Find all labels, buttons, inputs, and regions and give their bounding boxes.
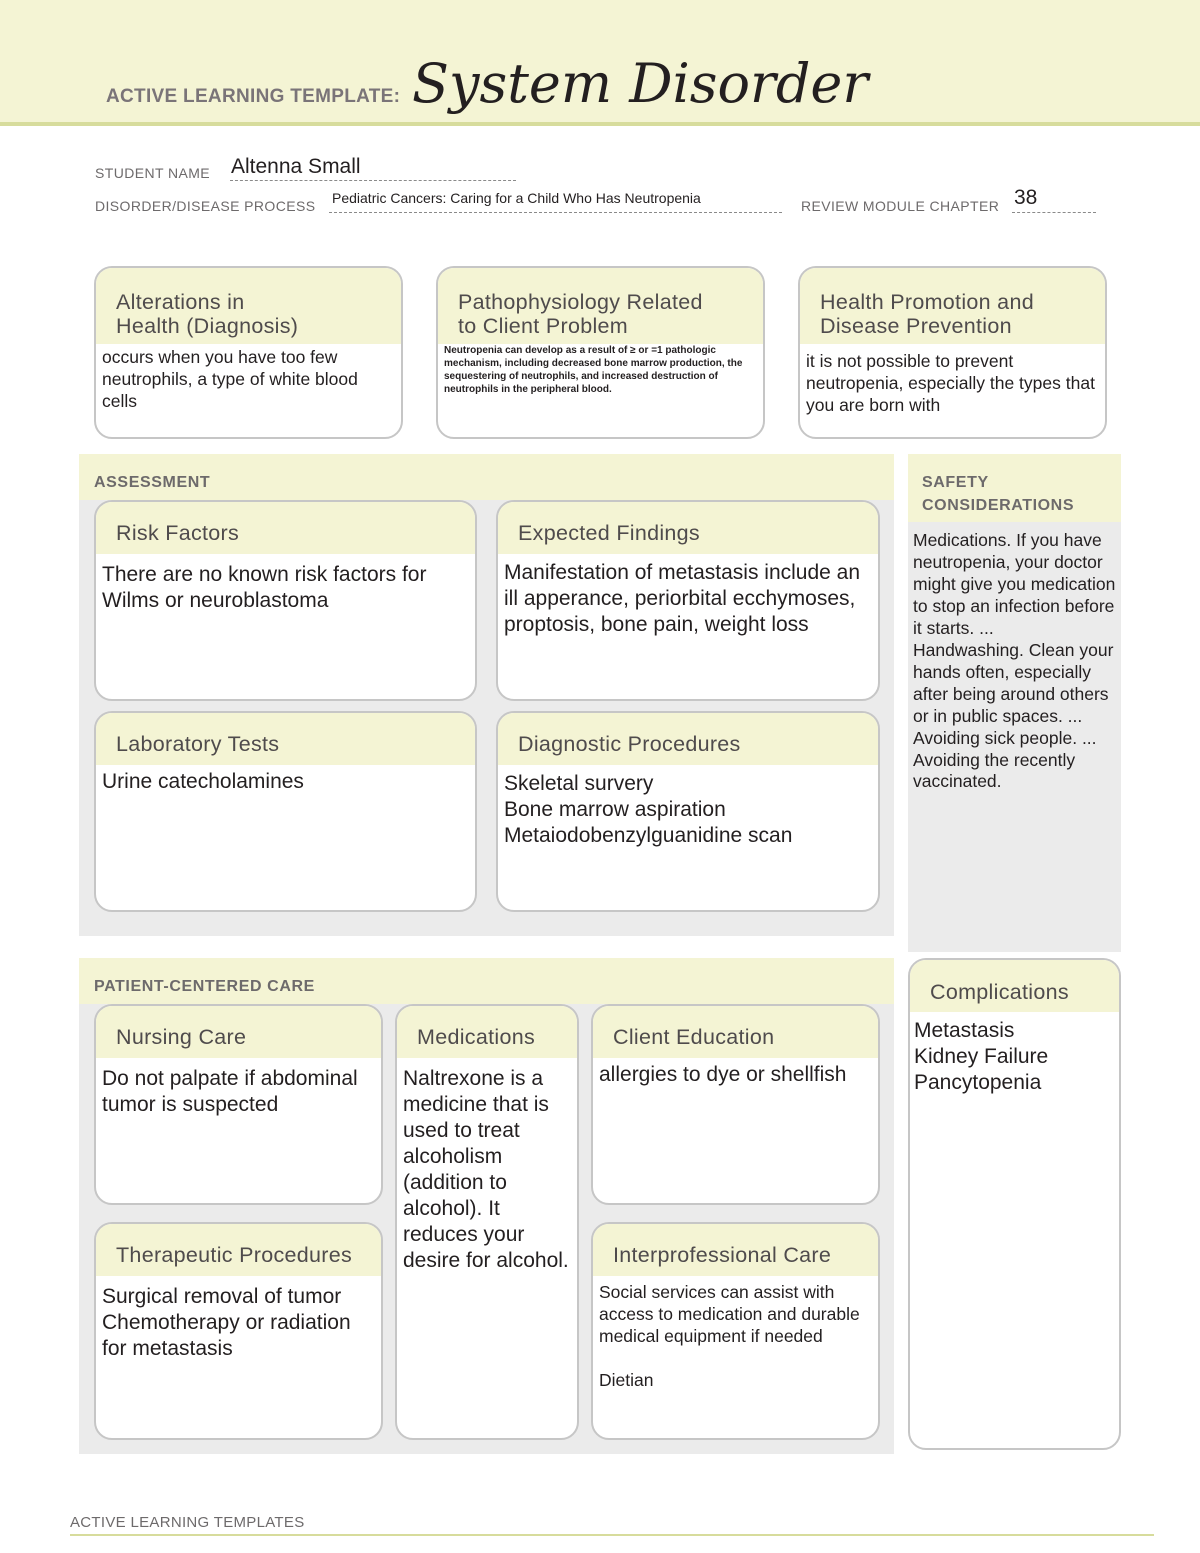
chapter-line — [1012, 212, 1096, 213]
patient-centered-care-label: PATIENT-CENTERED CARE — [94, 978, 315, 995]
interprofessional-care-body[interactable]: Social services can assist with access to medication and durable medical equipment if needed Dietian — [599, 1282, 860, 1390]
medications-box — [395, 1004, 579, 1440]
diagnostic-procedures-box — [496, 711, 880, 912]
student-name-field[interactable]: Altenna Small — [231, 155, 361, 178]
complications-box — [908, 958, 1121, 1450]
risk-factors-box — [94, 500, 477, 701]
medications-body[interactable]: Naltrexone is a medicine that is used to treat alcoholism (addition to alcohol). It reduces your desire for alcohol. — [403, 1067, 569, 1273]
risk-factors-body[interactable]: There are no known risk factors for Wilms or neuroblastoma — [102, 563, 427, 613]
assessment-label: ASSESSMENT — [94, 474, 211, 491]
student-name-label: STUDENT NAME — [95, 165, 210, 181]
header-rule — [0, 122, 1200, 126]
safety-label: SAFETY CONSIDERATIONS — [922, 474, 1075, 514]
interprofessional-care-title: Interprofessional Care — [593, 1224, 878, 1276]
template-label: ACTIVE LEARNING TEMPLATE: — [106, 86, 401, 107]
footer-rule — [70, 1534, 1154, 1536]
client-education-title: Client Education — [593, 1006, 878, 1058]
pathophysiology-box — [436, 266, 765, 439]
laboratory-tests-box — [94, 711, 477, 912]
disorder-field[interactable]: Pediatric Cancers: Caring for a Child Who Has Neutropenia — [332, 190, 701, 206]
client-education-box — [591, 1004, 880, 1205]
alterations-body[interactable]: occurs when you have too few neutrophils, a type of white blood cells — [102, 347, 358, 412]
alterations-box — [94, 266, 403, 439]
nursing-care-title: Nursing Care — [96, 1006, 381, 1058]
template-title: System Disorder — [412, 52, 869, 115]
medications-title: Medications — [397, 1006, 577, 1058]
student-name-line — [230, 180, 516, 181]
complications-body[interactable]: Metastasis Kidney Failure Pancytopenia — [914, 1019, 1049, 1095]
nursing-care-body[interactable]: Do not palpate if abdominal tumor is suspected — [102, 1067, 358, 1117]
diagnostic-procedures-title: Diagnostic Procedures — [498, 713, 878, 765]
health-promotion-box — [798, 266, 1107, 439]
health-promotion-body[interactable]: it is not possible to prevent neutropenia, especially the types that you are born with — [806, 351, 1095, 416]
disorder-label: DISORDER/DISEASE PROCESS — [95, 198, 316, 214]
laboratory-tests-body[interactable]: Urine catecholamines — [102, 770, 304, 793]
therapeutic-procedures-body[interactable]: Surgical removal of tumor Chemotherapy or radiation for metastasis — [102, 1285, 351, 1361]
safety-body[interactable]: Medications. If you have neutropenia, your doctor might give you medication to stop an infection before it starts. ... Handwashing. Clean your hands often, especially after being around others or in public spaces. ... Avoiding sick people. ... Avoiding the recently vaccinated. — [913, 530, 1116, 792]
diagnostic-procedures-body[interactable]: Skeletal survery Bone marrow aspiration Metaiodobenzylguanidine scan — [504, 772, 793, 848]
risk-factors-title: Risk Factors — [96, 502, 475, 554]
chapter-label: REVIEW MODULE CHAPTER — [801, 198, 1000, 214]
pathophysiology-title: Pathophysiology Related to Client Problem — [438, 268, 763, 344]
therapeutic-procedures-title: Therapeutic Procedures — [96, 1224, 381, 1276]
health-promotion-title: Health Promotion and Disease Prevention — [800, 268, 1105, 344]
expected-findings-title: Expected Findings — [498, 502, 878, 554]
interprofessional-care-box — [591, 1222, 880, 1440]
expected-findings-body[interactable]: Manifestation of metastasis include an ill apperance, periorbital ecchymoses, proptosis, bone pain, weight loss — [504, 561, 861, 637]
therapeutic-procedures-box — [94, 1222, 383, 1440]
chapter-field[interactable]: 38 — [1014, 186, 1038, 209]
disorder-line — [329, 212, 782, 213]
footer-label: ACTIVE LEARNING TEMPLATES — [70, 1514, 305, 1531]
expected-findings-box — [496, 500, 880, 701]
nursing-care-box — [94, 1004, 383, 1205]
client-education-body[interactable]: allergies to dye or shellfish — [599, 1063, 847, 1086]
alterations-title: Alterations in Health (Diagnosis) — [96, 268, 401, 344]
laboratory-tests-title: Laboratory Tests — [96, 713, 475, 765]
pathophysiology-body[interactable]: Neutropenia can develop as a result of ≥ or =1 pathologic mechanism, including decreased bone marrow production, the sequestering of neutrophils, and increased destruction of neutrophils in the peripheral blood. — [444, 345, 743, 395]
complications-title: Complications — [910, 960, 1119, 1012]
